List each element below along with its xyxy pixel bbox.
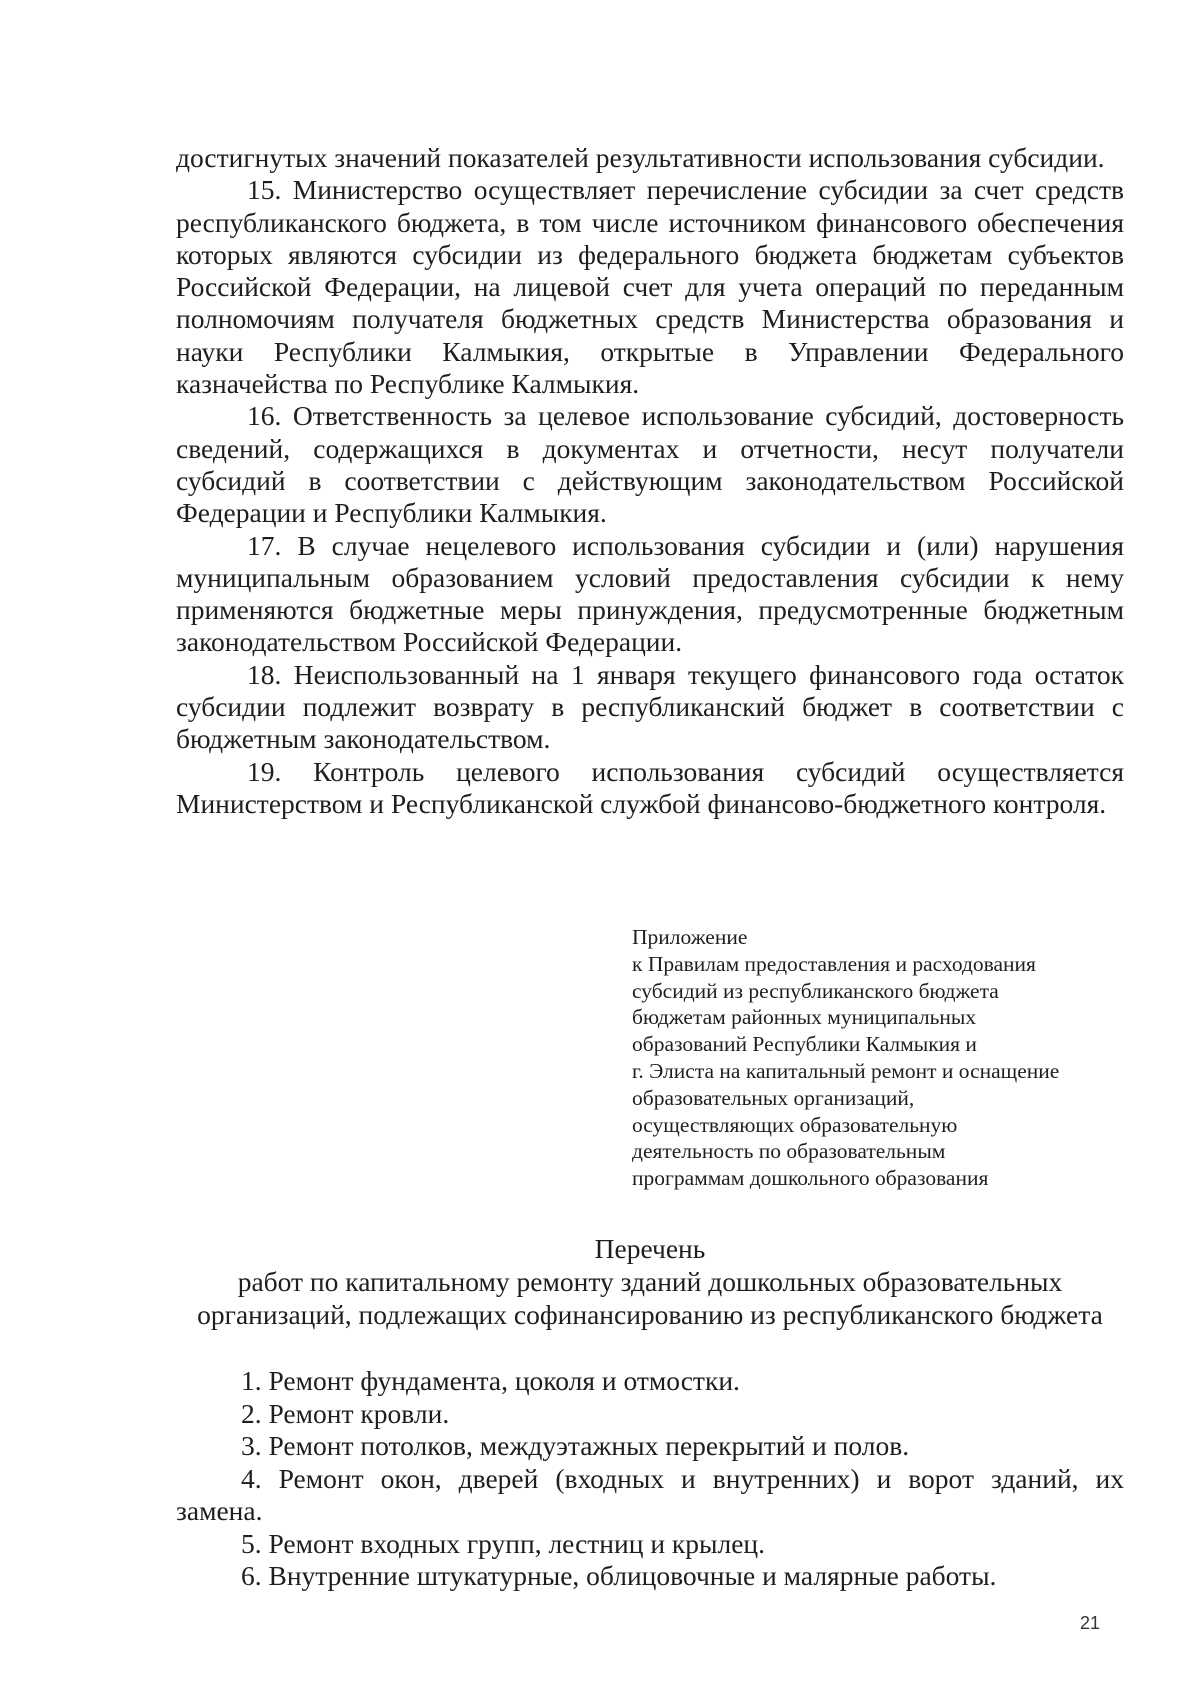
list-heading bbox=[150, 1232, 1150, 1331]
list-item: 4. Ремонт окон, дверей (входных и внутренних) и ворот зданий, их bbox=[241, 1462, 1124, 1494]
paragraph-18: 18. Неиспользованный на 1 января текущего финансового года остаток субсидии подлежит возврату в республиканский бюджет в соответствии с бюджетным законодательством. bbox=[176, 658, 1124, 755]
paragraph-15: 15. Министерство осуществляет перечисление субсидии за счет средств республиканского бюджета, в том числе источником финансового обеспечения которых являются субсидии из федерального бюджета бюджетам субъектов Российской Федерации, на лицевой счет для учета операций по переданным полномочиям получателя бюджетных средств Министерства образования и науки Республики Калмыкия, открытые в Управлении Федерального казначейства по Республике Калмыкия. bbox=[176, 174, 1124, 400]
paragraph-17: 17. В случае нецелевого использования субсидии и (или) нарушения муниципальным образованием условий предоставления субсидии к нему применяются бюджетные меры принуждения, предусмотренные бюджетным законодательством Российской Федерации. bbox=[176, 529, 1124, 658]
rules-body bbox=[176, 142, 1124, 820]
appendix-line: бюджетам районных муниципальных bbox=[632, 1005, 977, 1030]
list-title: Перечень bbox=[594, 1233, 706, 1264]
list-item: 6. Внутренние штукатурные, облицовочные и малярные работы. bbox=[241, 1560, 997, 1591]
paragraph-14-continuation: достигнутых значений показателей результативности использования субсидии. bbox=[176, 142, 1105, 173]
appendix-line: субсидий из республиканского бюджета bbox=[632, 978, 999, 1003]
list-item: 3. Ремонт потолков, междуэтажных перекрытий и полов. bbox=[241, 1430, 910, 1461]
list-subtitle-line: работ по капитальному ремонту зданий дошкольных образовательных bbox=[237, 1266, 1063, 1297]
appendix-header bbox=[632, 924, 1132, 1192]
list-item-continuation: замена. bbox=[176, 1495, 263, 1526]
appendix-line: образовательных организаций, bbox=[632, 1085, 915, 1110]
list-item: 5. Ремонт входных групп, лестниц и крылец. bbox=[241, 1527, 766, 1559]
appendix-line: деятельность по образовательным bbox=[632, 1139, 946, 1164]
appendix-line: г. Элиста на капитальный ремонт и оснащение bbox=[632, 1058, 1060, 1083]
list-item: 1. Ремонт фундамента, цоколя и отмостки. bbox=[241, 1365, 740, 1396]
paragraph-16: 16. Ответственность за целевое использование субсидий, достоверность сведений, содержащихся в документах и отчетности, несут получатели субсидий в соответствии с действующим законодательством Российской Федерации и Республики Калмыкия. bbox=[176, 400, 1124, 529]
appendix-line: программам дошкольного образования bbox=[632, 1166, 989, 1191]
appendix-line: осуществляющих образовательную bbox=[632, 1112, 958, 1137]
appendix-line: образований Республики Калмыкия и bbox=[632, 1032, 977, 1057]
appendix-line: Приложение bbox=[632, 925, 748, 949]
appendix-line: к Правилам предоставления и расходования bbox=[632, 951, 1036, 976]
page-number: 21 bbox=[1080, 1613, 1101, 1633]
work-list bbox=[176, 1365, 1124, 1593]
paragraph-19: 19. Контроль целевого использования субсидий осуществляется Министерством и Республиканской службой финансово-бюджетного контроля. bbox=[176, 755, 1124, 819]
list-item: 2. Ремонт кровли. bbox=[241, 1397, 450, 1429]
list-subtitle-line: организаций, подлежащих софинансированию из республиканского бюджета bbox=[197, 1299, 1103, 1330]
